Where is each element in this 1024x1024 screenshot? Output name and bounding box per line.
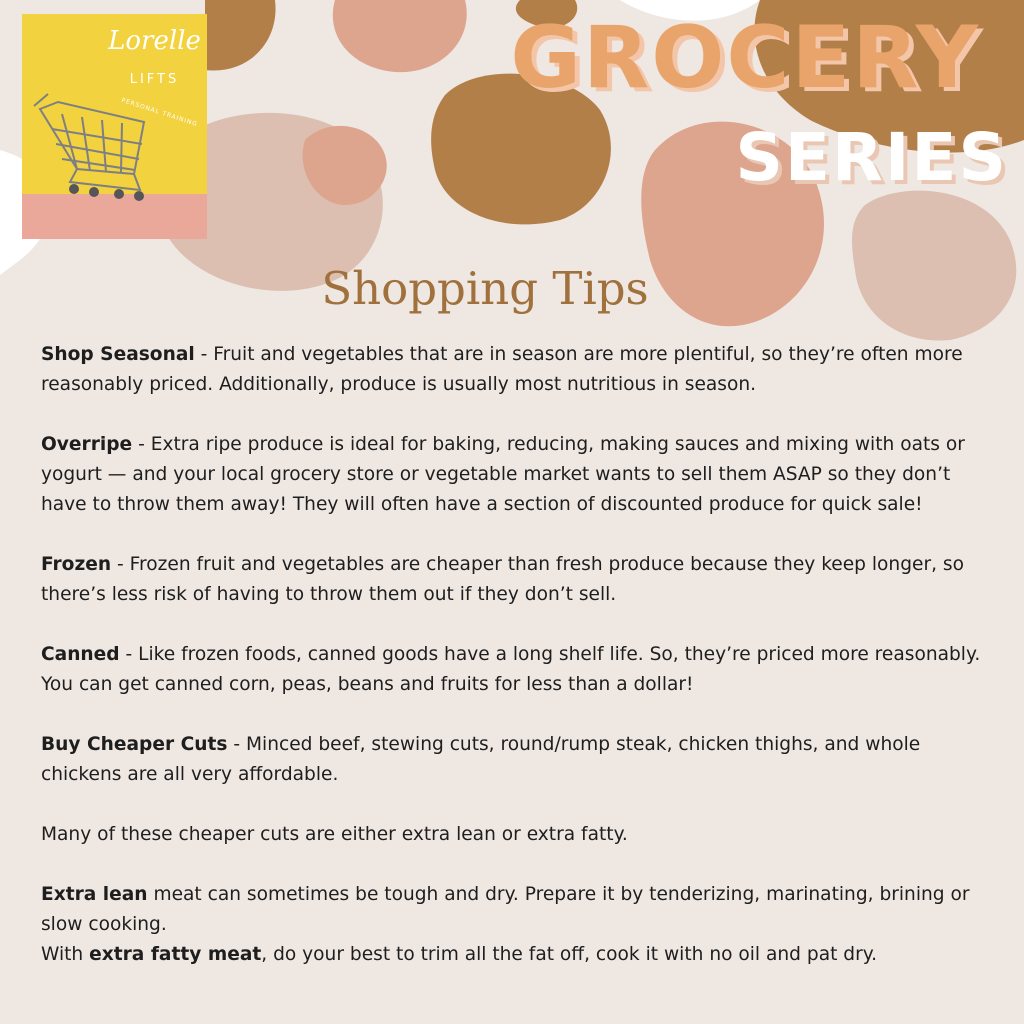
tip-text: - Minced beef, stewing cuts, round/rump steak, chicken thighs, and whole chickens are all very affordable.	[41, 734, 921, 785]
tip-item	[41, 430, 991, 520]
tip-text: - Frozen fruit and vegetables are cheaper than fresh produce because they keep longer, so there’s less risk of having to throw them out if they don’t sell.	[41, 554, 964, 605]
tip-item	[41, 550, 991, 610]
tip-text: - Fruit and vegetables that are in season are more plentiful, so they’re often more reasonably priced. Additionally, produce is usually most nutritious in season.	[41, 344, 963, 395]
tip-item	[41, 640, 991, 700]
lean-text: meat can sometimes be tough and dry. Prepare it by tenderizing, marinating, brining or slow cooking.	[41, 884, 970, 935]
brand-sub: LIFTS	[129, 72, 180, 87]
tip-text: - Like frozen foods, canned goods have a long shelf life. So, they’re priced more reasonably. You can get canned corn, peas, beans and fruits for less than a dollar!	[41, 644, 981, 695]
fatty-tip	[41, 940, 991, 970]
page-title: GROCERY	[510, 8, 980, 108]
tips-list	[41, 340, 991, 970]
lean-tip	[41, 880, 991, 940]
tip-item	[41, 730, 991, 790]
tip-label: Canned	[41, 644, 120, 665]
section-title: Shopping Tips	[321, 262, 649, 315]
lean-label: Extra lean	[41, 884, 148, 905]
tip-text: - Extra ripe produce is ideal for baking, reducing, making sauces and mixing with oats or yogurt — and your local grocery store or vegetable market wants to sell them ASAP so they don’t have to throw them away! They will often have a section of discounted produce for quick sale!	[41, 434, 965, 515]
brand-logo-card	[22, 14, 207, 239]
fatty-pre: With	[41, 944, 90, 965]
fatty-text: , do your best to trim all the fat off, cook it with no oil and pat dry.	[261, 944, 878, 965]
cuts-note: Many of these cheaper cuts are either extra lean or extra fatty.	[41, 824, 628, 845]
tip-label: Overripe	[41, 434, 133, 455]
tip-label: Shop Seasonal	[41, 344, 195, 365]
tip-label: Frozen	[41, 554, 112, 575]
brand-name: Lorelle	[108, 26, 201, 56]
tip-label: Buy Cheaper Cuts	[41, 734, 228, 755]
page-subtitle: SERIES	[735, 119, 1008, 196]
brand-tagline: PERSONAL TRAINING	[120, 96, 199, 129]
fatty-label: extra fatty meat	[89, 944, 262, 965]
tip-item	[41, 340, 991, 400]
